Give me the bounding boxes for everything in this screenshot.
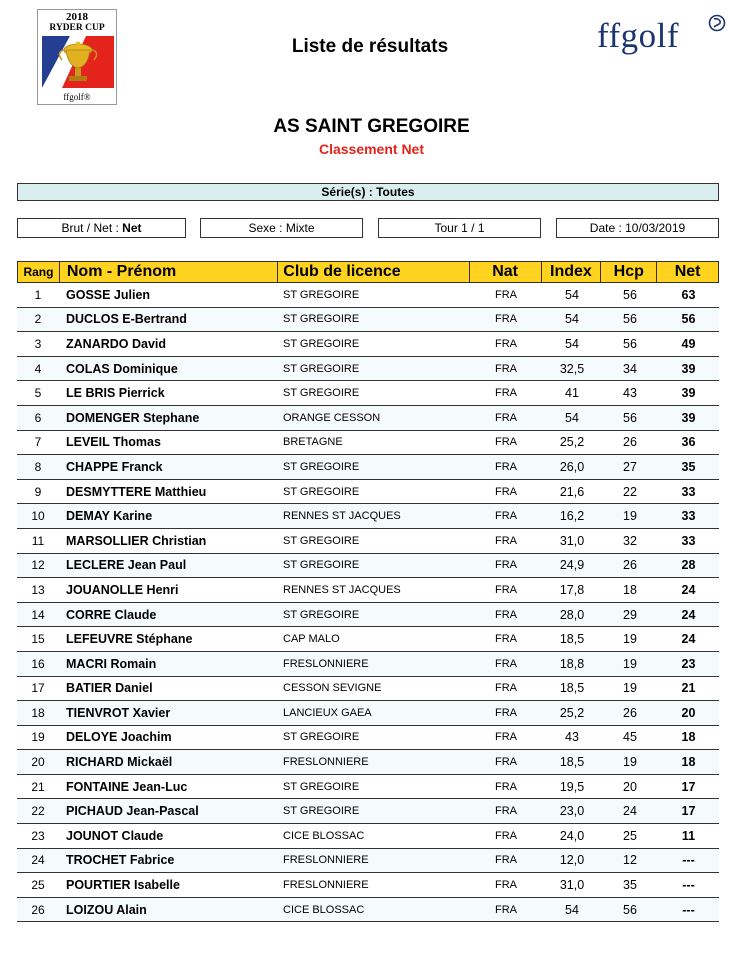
nom-cell: FONTAINE Jean-Luc bbox=[66, 779, 188, 794]
hcp-cell: 24 bbox=[623, 804, 637, 819]
club-cell: ST GREGOIRE bbox=[283, 559, 360, 572]
net-cell: 20 bbox=[681, 705, 696, 720]
net-cell: 18 bbox=[681, 730, 696, 745]
rang-cell: 21 bbox=[31, 779, 45, 794]
hcp-cell: 20 bbox=[623, 779, 637, 794]
table-row bbox=[17, 677, 719, 702]
net-cell: 56 bbox=[681, 312, 696, 327]
nat-cell: FRA bbox=[495, 534, 517, 547]
hcp-cell: 27 bbox=[623, 459, 637, 474]
rang-cell: 12 bbox=[31, 558, 45, 573]
hcp-cell: 19 bbox=[623, 755, 637, 770]
hcp-cell: 34 bbox=[623, 361, 637, 376]
rang-cell: 2 bbox=[34, 312, 42, 327]
net-cell: --- bbox=[682, 878, 695, 893]
club-cell: ST GREGOIRE bbox=[283, 288, 360, 301]
index-cell: 32,5 bbox=[559, 361, 585, 376]
nom-cell: LOIZOU Alain bbox=[66, 902, 147, 917]
rang-cell: 8 bbox=[34, 459, 42, 474]
nom-cell: CORRE Claude bbox=[66, 607, 157, 622]
club-cell: ST GREGOIRE bbox=[283, 337, 360, 350]
hcp-cell: 19 bbox=[623, 681, 637, 696]
hcp-cell: 56 bbox=[623, 902, 637, 917]
hcp-cell: 45 bbox=[623, 730, 637, 745]
index-cell: 18,5 bbox=[559, 632, 585, 647]
rang-cell: 25 bbox=[31, 878, 45, 893]
nat-cell: FRA bbox=[495, 608, 517, 621]
club-name: AS SAINT GREGOIRE bbox=[273, 116, 470, 137]
net-cell: 23 bbox=[681, 656, 696, 671]
hcp-cell: 19 bbox=[623, 509, 637, 524]
table-row bbox=[17, 283, 719, 308]
brut-net-label: Brut / Net : bbox=[61, 221, 119, 235]
nat-cell: FRA bbox=[495, 657, 517, 670]
hcp-cell: 12 bbox=[623, 853, 637, 868]
nom-cell: JOUNOT Claude bbox=[66, 828, 164, 843]
net-cell: 39 bbox=[681, 386, 696, 401]
nom-cell: LEFEUVRE Stéphane bbox=[66, 632, 193, 647]
table-row bbox=[17, 652, 719, 677]
club-cell: FRESLONNIERE bbox=[283, 657, 369, 670]
ffgolf-logo: ffgolf bbox=[597, 16, 680, 55]
rang-cell: 14 bbox=[31, 607, 45, 622]
club-cell: ST GREGOIRE bbox=[283, 485, 360, 498]
net-cell: 24 bbox=[681, 582, 696, 597]
nat-cell: FRA bbox=[495, 903, 517, 916]
hcp-cell: 26 bbox=[623, 435, 637, 450]
index-cell: 54 bbox=[565, 336, 579, 351]
index-cell: 25,2 bbox=[559, 435, 585, 450]
index-cell: 54 bbox=[565, 410, 579, 425]
index-cell: 18,5 bbox=[559, 755, 585, 770]
page-title: Liste de résultats bbox=[291, 36, 449, 57]
nat-cell: FRA bbox=[495, 829, 517, 842]
club-cell: FRESLONNIERE bbox=[283, 854, 369, 867]
nom-cell: LE BRIS Pierrick bbox=[66, 386, 165, 401]
club-cell: ST GREGOIRE bbox=[283, 313, 360, 326]
table-row bbox=[17, 332, 719, 357]
nat-cell: FRA bbox=[495, 337, 517, 350]
index-cell: 17,8 bbox=[559, 582, 585, 597]
club-cell: FRESLONNIERE bbox=[283, 879, 369, 892]
nat-cell: FRA bbox=[495, 706, 517, 719]
club-cell: ST GREGOIRE bbox=[283, 460, 360, 473]
rang-cell: 10 bbox=[31, 509, 45, 524]
table-row bbox=[17, 603, 719, 628]
table-row bbox=[17, 849, 719, 874]
brut-net-filter bbox=[17, 218, 186, 238]
index-cell: 41 bbox=[565, 386, 579, 401]
hcp-cell: 56 bbox=[623, 287, 637, 302]
table-row bbox=[17, 480, 719, 505]
net-cell: 17 bbox=[681, 779, 696, 794]
nat-cell: FRA bbox=[495, 682, 517, 695]
index-cell: 24,9 bbox=[559, 558, 585, 573]
nom-cell: COLAS Dominique bbox=[66, 361, 178, 376]
net-cell: 18 bbox=[681, 755, 696, 770]
rang-cell: 23 bbox=[31, 828, 45, 843]
nom-cell: ZANARDO David bbox=[66, 336, 167, 351]
nom-cell: MACRI Romain bbox=[66, 656, 157, 671]
hcp-cell: 56 bbox=[623, 336, 637, 351]
net-cell: 49 bbox=[681, 336, 696, 351]
nom-cell: CHAPPE Franck bbox=[66, 459, 163, 474]
club-cell: RENNES ST JACQUES bbox=[283, 583, 401, 596]
table-row bbox=[17, 824, 719, 849]
index-cell: 54 bbox=[565, 902, 579, 917]
rang-cell: 20 bbox=[31, 755, 45, 770]
hcp-cell: 35 bbox=[623, 878, 637, 893]
table-body bbox=[17, 283, 719, 922]
trophy-flag-icon bbox=[42, 36, 114, 88]
hcp-cell: 19 bbox=[623, 656, 637, 671]
index-cell: 21,6 bbox=[559, 484, 585, 499]
table-row bbox=[17, 701, 719, 726]
table-row bbox=[17, 726, 719, 751]
table-row bbox=[17, 529, 719, 554]
rang-cell: 5 bbox=[34, 386, 42, 401]
rang-cell: 24 bbox=[31, 853, 45, 868]
table-row bbox=[17, 578, 719, 603]
rang-cell: 1 bbox=[34, 287, 42, 302]
rang-cell: 22 bbox=[31, 804, 45, 819]
index-cell: 24,0 bbox=[559, 828, 585, 843]
rang-cell: 19 bbox=[31, 730, 45, 745]
rang-cell: 13 bbox=[31, 582, 45, 597]
index-cell: 16,2 bbox=[559, 509, 585, 524]
col-club-header: Club de licence bbox=[278, 262, 469, 282]
club-cell: CICE BLOSSAC bbox=[283, 829, 365, 842]
nom-cell: PICHAUD Jean-Pascal bbox=[66, 804, 199, 819]
brut-net-value: Net bbox=[122, 221, 142, 235]
nat-cell: FRA bbox=[495, 411, 517, 424]
table-row bbox=[17, 308, 719, 333]
nom-cell: TIENVROT Xavier bbox=[66, 705, 171, 720]
nat-cell: FRA bbox=[495, 387, 517, 400]
ryder-cup-logo bbox=[37, 9, 117, 105]
net-cell: 24 bbox=[681, 632, 696, 647]
net-cell: 11 bbox=[681, 828, 696, 843]
index-cell: 26,0 bbox=[559, 459, 585, 474]
table-row bbox=[17, 750, 719, 775]
net-cell: 39 bbox=[681, 410, 696, 425]
hcp-cell: 18 bbox=[623, 582, 637, 597]
club-cell: ST GREGOIRE bbox=[283, 805, 360, 818]
nom-cell: MARSOLLIER Christian bbox=[66, 533, 207, 548]
club-cell: RENNES ST JACQUES bbox=[283, 510, 401, 523]
table-row bbox=[17, 873, 719, 898]
net-cell: 33 bbox=[681, 509, 696, 524]
date-filter: Date : 10/03/2019 bbox=[556, 218, 719, 238]
col-net-header: Net bbox=[674, 263, 701, 280]
club-cell: ST GREGOIRE bbox=[283, 534, 360, 547]
nat-cell: FRA bbox=[495, 854, 517, 867]
nat-cell: FRA bbox=[495, 731, 517, 744]
nom-cell: GOSSE Julien bbox=[66, 287, 151, 302]
table-header bbox=[17, 261, 719, 283]
nat-cell: FRA bbox=[495, 288, 517, 301]
nat-cell: FRA bbox=[495, 510, 517, 523]
nom-cell: DOMENGER Stephane bbox=[66, 410, 200, 425]
classement-title: Classement Net bbox=[318, 141, 425, 157]
net-cell: 63 bbox=[681, 287, 696, 302]
table-row bbox=[17, 799, 719, 824]
table-row bbox=[17, 406, 719, 431]
hcp-cell: 56 bbox=[623, 410, 637, 425]
index-cell: 28,0 bbox=[559, 607, 585, 622]
rang-cell: 16 bbox=[31, 656, 45, 671]
hcp-cell: 22 bbox=[623, 484, 637, 499]
rang-cell: 17 bbox=[31, 681, 45, 696]
nom-cell: TROCHET Fabrice bbox=[66, 853, 175, 868]
nom-cell: JOUANOLLE Henri bbox=[66, 582, 179, 597]
nat-cell: FRA bbox=[495, 633, 517, 646]
club-cell: ST GREGOIRE bbox=[283, 780, 360, 793]
ryder-cup-name: RYDER CUP bbox=[49, 23, 105, 33]
hcp-cell: 29 bbox=[623, 607, 637, 622]
nom-cell: LECLERE Jean Paul bbox=[66, 558, 187, 573]
nom-cell: DESMYTTERE Matthieu bbox=[66, 484, 207, 499]
results-table bbox=[17, 261, 719, 922]
club-cell: BRETAGNE bbox=[283, 436, 343, 449]
ryder-cup-sponsor: ffgolf® bbox=[63, 92, 91, 102]
net-cell: --- bbox=[682, 853, 695, 868]
col-nat-header: Nat bbox=[470, 262, 542, 282]
index-cell: 43 bbox=[565, 730, 579, 745]
rang-cell: 4 bbox=[34, 361, 42, 376]
index-cell: 25,2 bbox=[559, 705, 585, 720]
col-hcp-header: Hcp bbox=[601, 262, 657, 282]
nom-cell: DEMAY Karine bbox=[66, 509, 153, 524]
rang-cell: 7 bbox=[34, 435, 42, 450]
net-cell: 28 bbox=[681, 558, 696, 573]
table-row bbox=[17, 627, 719, 652]
net-cell: 17 bbox=[681, 804, 696, 819]
nat-cell: FRA bbox=[495, 583, 517, 596]
hcp-cell: 26 bbox=[623, 558, 637, 573]
club-cell: ST GREGOIRE bbox=[283, 608, 360, 621]
club-cell: CAP MALO bbox=[283, 633, 340, 646]
nom-cell: RICHARD Mickaël bbox=[66, 755, 173, 770]
rang-cell: 3 bbox=[34, 336, 42, 351]
index-cell: 54 bbox=[565, 312, 579, 327]
table-row bbox=[17, 431, 719, 456]
table-row bbox=[17, 554, 719, 579]
nat-cell: FRA bbox=[495, 559, 517, 572]
index-cell: 31,0 bbox=[559, 878, 585, 893]
col-index-header: Index bbox=[542, 262, 602, 282]
nat-cell: FRA bbox=[495, 460, 517, 473]
nom-cell: DUCLOS E-Bertrand bbox=[66, 312, 187, 327]
table-row bbox=[17, 381, 719, 406]
rang-cell: 15 bbox=[31, 632, 45, 647]
index-cell: 23,0 bbox=[559, 804, 585, 819]
net-cell: 24 bbox=[681, 607, 696, 622]
table-row bbox=[17, 504, 719, 529]
nat-cell: FRA bbox=[495, 879, 517, 892]
index-cell: 18,8 bbox=[559, 656, 585, 671]
col-nom-header: Nom - Prénom bbox=[60, 262, 278, 282]
nat-cell: FRA bbox=[495, 313, 517, 326]
index-cell: 12,0 bbox=[559, 853, 585, 868]
sexe-filter: Sexe : Mixte bbox=[200, 218, 363, 238]
serie-bar: Série(s) : Toutes bbox=[17, 183, 719, 201]
nat-cell: FRA bbox=[495, 780, 517, 793]
net-cell: --- bbox=[682, 902, 695, 917]
nat-cell: FRA bbox=[495, 436, 517, 449]
net-cell: 21 bbox=[681, 681, 696, 696]
net-cell: 39 bbox=[681, 361, 696, 376]
table-row bbox=[17, 775, 719, 800]
club-cell: ST GREGOIRE bbox=[283, 731, 360, 744]
nom-cell: LEVEIL Thomas bbox=[66, 435, 161, 450]
net-cell: 36 bbox=[681, 435, 696, 450]
nat-cell: FRA bbox=[495, 756, 517, 769]
rang-cell: 11 bbox=[31, 533, 45, 548]
nat-cell: FRA bbox=[495, 485, 517, 498]
index-cell: 54 bbox=[565, 287, 579, 302]
net-cell: 33 bbox=[681, 533, 696, 548]
index-cell: 18,5 bbox=[559, 681, 585, 696]
nom-cell: POURTIER Isabelle bbox=[66, 878, 180, 893]
club-cell: ORANGE CESSON bbox=[283, 411, 381, 424]
net-cell: 35 bbox=[681, 459, 696, 474]
hcp-cell: 32 bbox=[623, 533, 637, 548]
tour-filter: Tour 1 / 1 bbox=[378, 218, 541, 238]
table-row bbox=[17, 455, 719, 480]
club-cell: LANCIEUX GAEA bbox=[283, 706, 372, 719]
nom-cell: DELOYE Joachim bbox=[66, 730, 172, 745]
club-cell: ST GREGOIRE bbox=[283, 387, 360, 400]
rang-cell: 6 bbox=[34, 410, 42, 425]
nom-cell: BATIER Daniel bbox=[66, 681, 153, 696]
table-row bbox=[17, 357, 719, 382]
club-cell: CICE BLOSSAC bbox=[283, 903, 365, 916]
hcp-cell: 43 bbox=[623, 386, 637, 401]
hcp-cell: 26 bbox=[623, 705, 637, 720]
index-cell: 31,0 bbox=[559, 533, 585, 548]
nat-cell: FRA bbox=[495, 362, 517, 375]
index-cell: 19,5 bbox=[559, 779, 585, 794]
col-rang-header: Rang bbox=[18, 262, 60, 282]
rang-cell: 26 bbox=[31, 902, 45, 917]
club-cell: FRESLONNIERE bbox=[283, 756, 369, 769]
table-row bbox=[17, 898, 719, 923]
hcp-cell: 19 bbox=[623, 632, 637, 647]
club-cell: CESSON SEVIGNE bbox=[283, 682, 382, 695]
net-cell: 33 bbox=[681, 484, 696, 499]
ryder-cup-year: 2018 bbox=[66, 11, 88, 23]
registered-icon bbox=[708, 14, 726, 32]
nat-cell: FRA bbox=[495, 805, 517, 818]
hcp-cell: 56 bbox=[623, 312, 637, 327]
club-cell: ST GREGOIRE bbox=[283, 362, 360, 375]
rang-cell: 9 bbox=[34, 484, 42, 499]
rang-cell: 18 bbox=[31, 705, 45, 720]
hcp-cell: 25 bbox=[623, 828, 637, 843]
